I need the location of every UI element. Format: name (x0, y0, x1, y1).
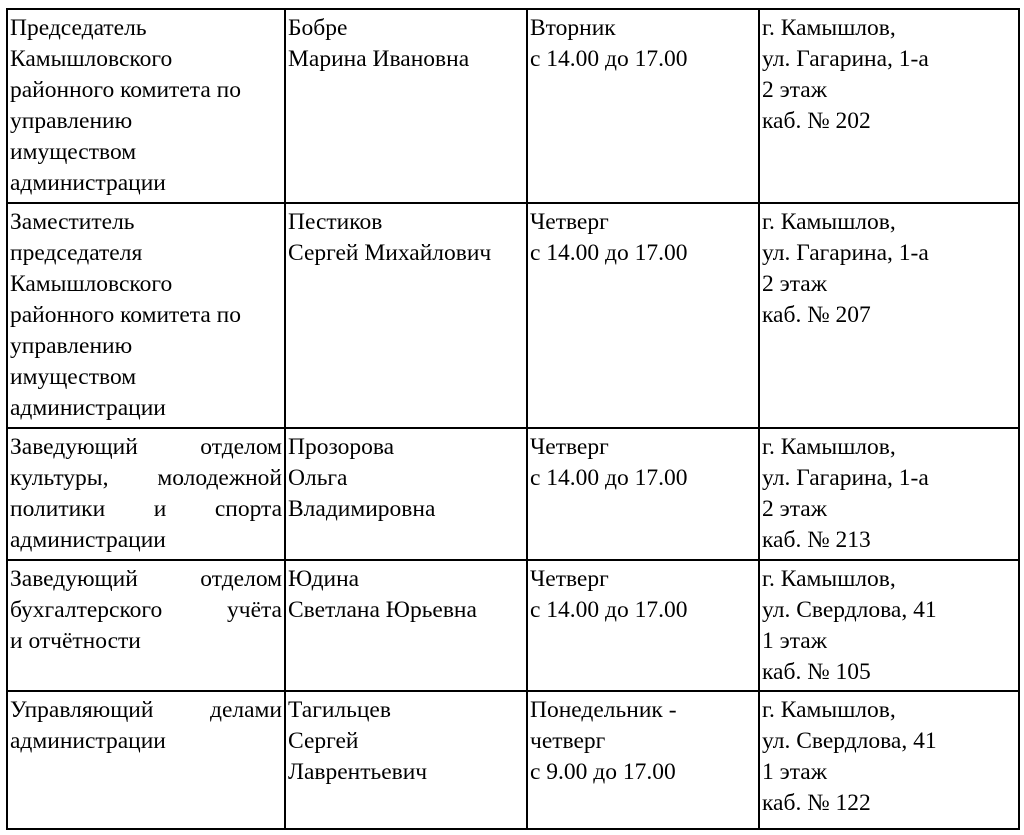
table-row (7, 428, 1019, 560)
name-cell (285, 9, 527, 203)
position-line: имуществом (10, 139, 137, 165)
position-line: администрации (10, 170, 166, 196)
position-line: Заведующий отделом (10, 434, 282, 460)
address-line: каб. № 202 (762, 108, 871, 134)
address-cell (759, 691, 1019, 829)
table-row (7, 203, 1019, 428)
schedule-cell (527, 560, 759, 691)
schedule-line: с 14.00 до 17.00 (530, 240, 688, 266)
schedule-line: Четверг (530, 434, 609, 460)
position-line: политики и спорта (10, 496, 282, 522)
schedule-cell (527, 691, 759, 829)
schedule-cell (527, 9, 759, 203)
name-line: Тагильцев (288, 697, 391, 723)
address-line: ул. Гагарина, 1-а (762, 240, 929, 266)
address-line: г. Камышлов, (762, 209, 896, 235)
address-line: каб. № 207 (762, 302, 871, 328)
position-cell (7, 9, 285, 203)
position-cell (7, 691, 285, 829)
name-cell (285, 428, 527, 560)
schedule-cell (527, 203, 759, 428)
schedule-line: Четверг (530, 566, 609, 592)
address-line: 2 этаж (762, 77, 827, 103)
position-line: районного комитета по (10, 77, 241, 103)
position-line: Заместитель (10, 209, 135, 235)
position-line: председателя (10, 240, 143, 266)
name-cell (285, 203, 527, 428)
schedule-line: четверг (530, 728, 606, 754)
table-row (7, 9, 1019, 203)
position-line: Управляющий делами (10, 697, 282, 723)
position-line: управлению (10, 108, 133, 134)
position-line: администрации (10, 395, 166, 421)
position-line: имуществом (10, 364, 137, 390)
address-line: 1 этаж (762, 628, 827, 654)
address-line: ул. Гагарина, 1-а (762, 46, 929, 72)
address-line: каб. № 122 (762, 790, 871, 816)
schedule-line: с 14.00 до 17.00 (530, 465, 688, 491)
schedule-line: с 14.00 до 17.00 (530, 46, 688, 72)
reception-schedule-table (6, 8, 1020, 830)
schedule-line: Вторник (530, 15, 616, 41)
name-line: Юдина (288, 566, 360, 592)
schedule-line: с 14.00 до 17.00 (530, 597, 688, 623)
address-line: ул. Свердлова, 41 (762, 597, 937, 623)
address-cell (759, 9, 1019, 203)
position-line: районного комитета по (10, 302, 241, 328)
position-line: администрации (10, 728, 166, 754)
schedule-line: Четверг (530, 209, 609, 235)
table-row (7, 560, 1019, 691)
address-line: г. Камышлов, (762, 434, 896, 460)
address-line: г. Камышлов, (762, 15, 896, 41)
address-line: г. Камышлов, (762, 697, 896, 723)
position-cell (7, 560, 285, 691)
address-line: каб. № 213 (762, 527, 871, 553)
position-line: Камышловского (10, 271, 173, 297)
address-line: г. Камышлов, (762, 566, 896, 592)
name-line: Сергей (288, 728, 359, 754)
position-line: и отчётности (10, 628, 141, 654)
address-cell (759, 428, 1019, 560)
position-cell (7, 203, 285, 428)
address-line: 2 этаж (762, 496, 827, 522)
name-cell (285, 560, 527, 691)
schedule-cell (527, 428, 759, 560)
schedule-line: Понедельник - (530, 697, 677, 723)
name-line: Лаврентьевич (288, 759, 428, 785)
position-cell (7, 428, 285, 560)
position-line: администрации (10, 527, 166, 553)
table-body (7, 9, 1019, 829)
name-line: Прозорова (288, 434, 395, 460)
name-cell (285, 691, 527, 829)
position-line: культуры, молодежной (10, 465, 282, 491)
position-line: Председатель (10, 15, 147, 41)
position-line: управлению (10, 333, 133, 359)
address-line: ул. Свердлова, 41 (762, 728, 937, 754)
name-line: Бобре (288, 15, 348, 41)
address-line: 1 этаж (762, 759, 827, 785)
name-line: Светлана Юрьевна (288, 597, 477, 623)
position-line: бухгалтерского учёта (10, 597, 282, 623)
address-line: каб. № 105 (762, 659, 871, 685)
address-line: 2 этаж (762, 271, 827, 297)
position-line: Заведующий отделом (10, 566, 282, 592)
name-line: Владимировна (288, 496, 436, 522)
schedule-line: с 9.00 до 17.00 (530, 759, 676, 785)
position-line: Камышловского (10, 46, 173, 72)
name-line: Марина Ивановна (288, 46, 470, 72)
address-line: ул. Гагарина, 1-а (762, 465, 929, 491)
table-row (7, 691, 1019, 829)
name-line: Пестиков (288, 209, 383, 235)
address-cell (759, 203, 1019, 428)
address-cell (759, 560, 1019, 691)
name-line: Сергей Михайлович (288, 240, 492, 266)
name-line: Ольга (288, 465, 348, 491)
